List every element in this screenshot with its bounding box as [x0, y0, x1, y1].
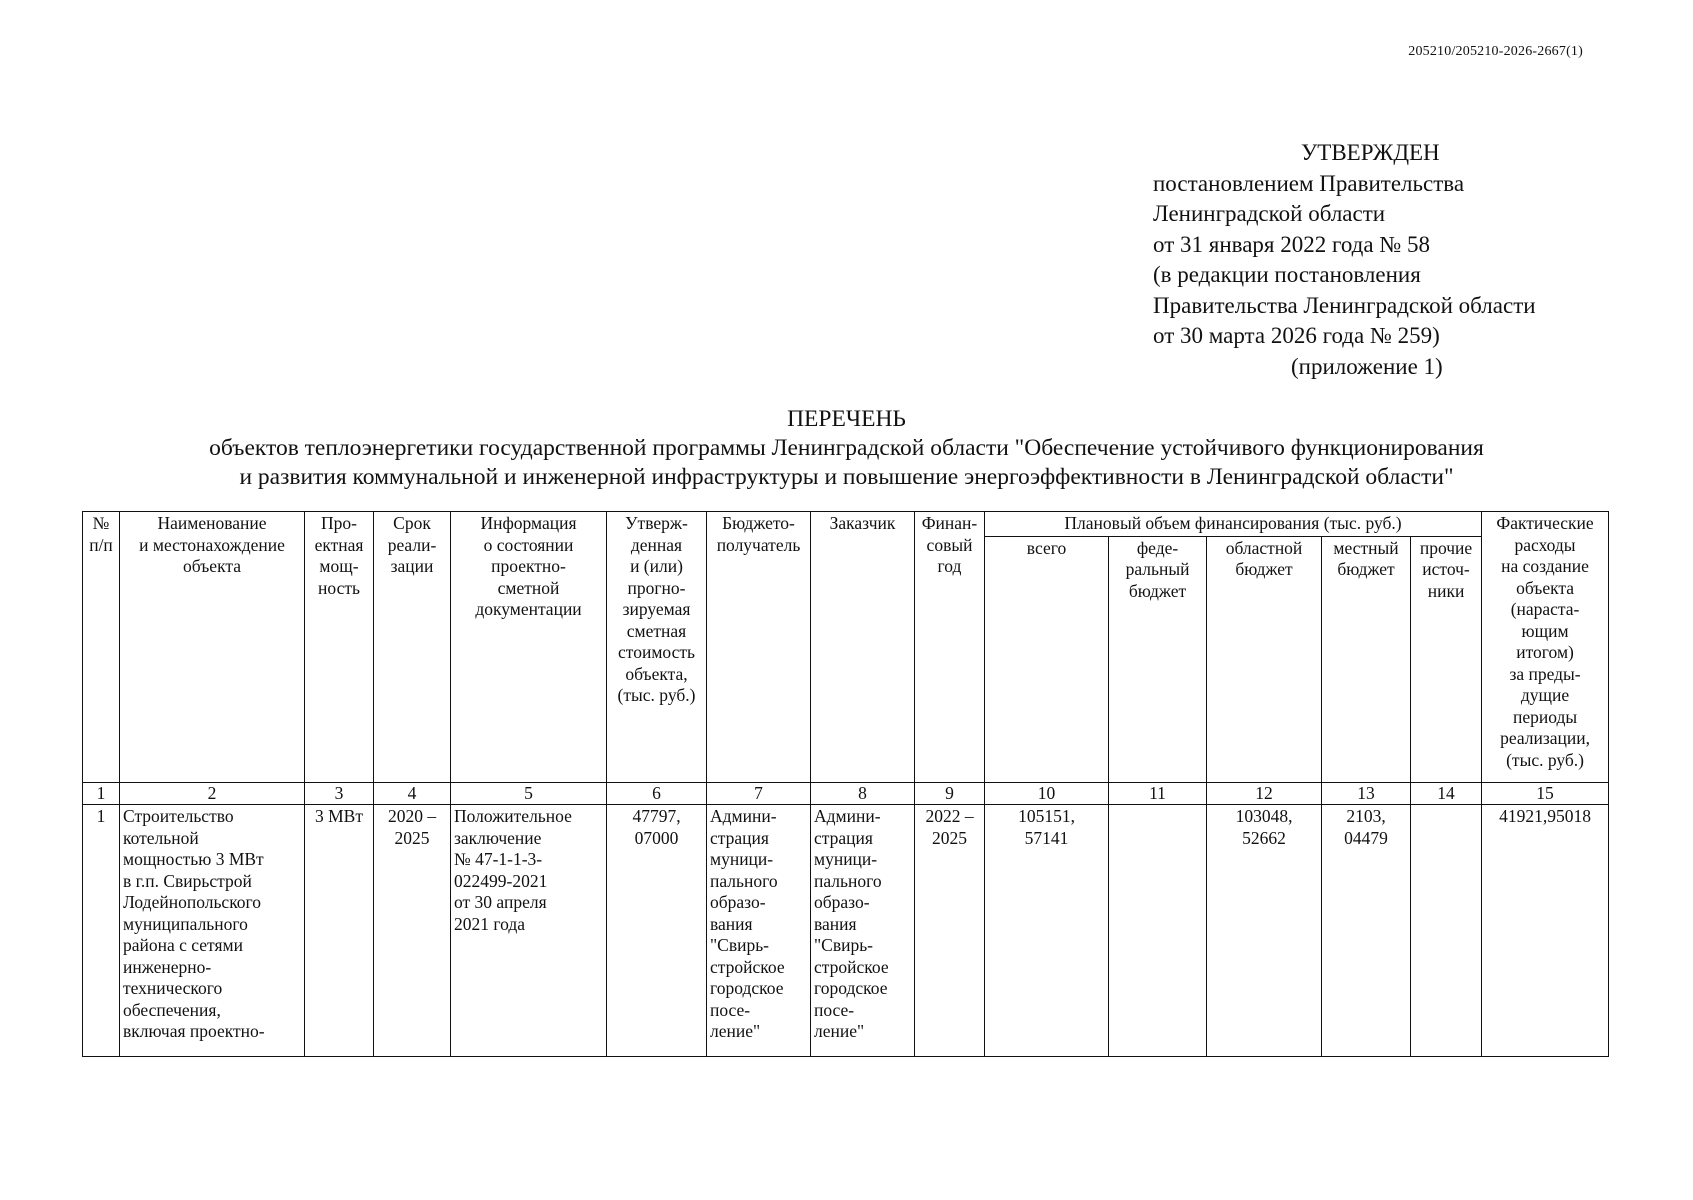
header-other: прочие источ- ники	[1411, 536, 1482, 782]
column-number: 9	[915, 782, 985, 805]
column-number: 4	[374, 782, 451, 805]
header-capacity: Про- ектная мощ- ность	[305, 512, 374, 783]
header-year: Финан- совый год	[915, 512, 985, 783]
header-recipient: Бюджето- получатель	[707, 512, 811, 783]
header-actual: Фактические расходы на создание объекта (нараста- ющим итогом) за преды- дущие периоды реализации, (тыс. руб.)	[1482, 512, 1609, 783]
cell-other	[1411, 805, 1482, 1057]
document-id: 205210/205210-2026-2667(1)	[1408, 44, 1583, 59]
approval-line: от 30 марта 2026 года № 259)	[1153, 323, 1440, 348]
cell-cost: 47797, 07000	[607, 805, 707, 1057]
heading-title: ПЕРЕЧЕНЬ	[787, 406, 906, 432]
cell-regional: 103048, 52662	[1207, 805, 1322, 1057]
column-number: 11	[1109, 782, 1207, 805]
column-number: 14	[1411, 782, 1482, 805]
heading-line-2: и развития коммунальной и инженерной инфраструктуры и повышение энергоэффективности в Ленинградской области"	[239, 464, 1454, 490]
header-term: Срок реали- зации	[374, 512, 451, 783]
header-regional: областной бюджет	[1207, 536, 1322, 782]
cell-total: 105151, 57141	[985, 805, 1109, 1057]
cell-num: 1	[83, 805, 120, 1057]
heading-line-1: объектов теплоэнергетики государственной программы Ленинградской области "Обеспечение устойчивого функционирования	[209, 435, 1484, 461]
header-planned: Плановый объем финансирования (тыс. руб.)	[985, 512, 1482, 537]
cell-capacity: 3 МВт	[305, 805, 374, 1057]
approval-line: (в редакции постановления	[1153, 262, 1421, 287]
approval-annex: (приложение 1)	[1291, 353, 1443, 379]
cell-customer: Админи- страция муници- пального образо- вания "Свирь- стройское городское посе- ление"	[811, 805, 915, 1057]
header-psd: Информация о состоянии проектно- сметной документации	[451, 512, 607, 783]
cell-federal	[1109, 805, 1207, 1057]
column-number: 6	[607, 782, 707, 805]
approval-title: УТВЕРЖДЕН	[1301, 140, 1440, 165]
cell-recipient: Админи- страция муници- пального образо- вания "Свирь- стройское городское посе- ление"	[707, 805, 811, 1057]
header-total: всего	[985, 536, 1109, 782]
table-row	[83, 805, 1609, 1057]
column-number: 7	[707, 782, 811, 805]
objects-table	[82, 511, 1609, 1057]
column-number: 1	[83, 782, 120, 805]
column-number: 15	[1482, 782, 1609, 805]
header-name: Наименование и местонахождение объекта	[120, 512, 305, 783]
column-number: 8	[811, 782, 915, 805]
header-customer: Заказчик	[811, 512, 915, 783]
document-heading	[80, 405, 1613, 492]
cell-local: 2103, 04479	[1322, 805, 1411, 1057]
header-federal: феде- ральный бюджет	[1109, 536, 1207, 782]
cell-psd: Положительное заключение № 47-1-1-3- 022499-2021 от 30 апреля 2021 года	[451, 805, 607, 1057]
column-number: 10	[985, 782, 1109, 805]
approval-line: Ленинградской области	[1153, 201, 1386, 226]
column-number: 2	[120, 782, 305, 805]
approval-line: от 31 января 2022 года № 58	[1153, 231, 1431, 257]
cell-name: Строительство котельной мощностью 3 МВт в г.п. Свирьстрой Лодейнопольского муниципального района с сетями инженерно- технического обеспечения, включая проектно-	[120, 805, 305, 1057]
column-number: 5	[451, 782, 607, 805]
cell-term: 2020 – 2025	[374, 805, 451, 1057]
column-number: 12	[1207, 782, 1322, 805]
approval-line: постановлением Правительства	[1153, 170, 1465, 196]
cell-actual: 41921,95018	[1482, 805, 1609, 1057]
header-local: местный бюджет	[1322, 536, 1411, 782]
approval-line: Правительства Ленинградской области	[1153, 292, 1536, 318]
column-number: 3	[305, 782, 374, 805]
column-numbers-row	[83, 782, 1609, 805]
header-cost: Утверж- денная и (или) прогно- зируемая сметная стоимость объекта, (тыс. руб.)	[607, 512, 707, 783]
column-number: 13	[1322, 782, 1411, 805]
approval-block	[1153, 138, 1633, 382]
cell-year: 2022 – 2025	[915, 805, 985, 1057]
header-num: № п/п	[83, 512, 120, 783]
